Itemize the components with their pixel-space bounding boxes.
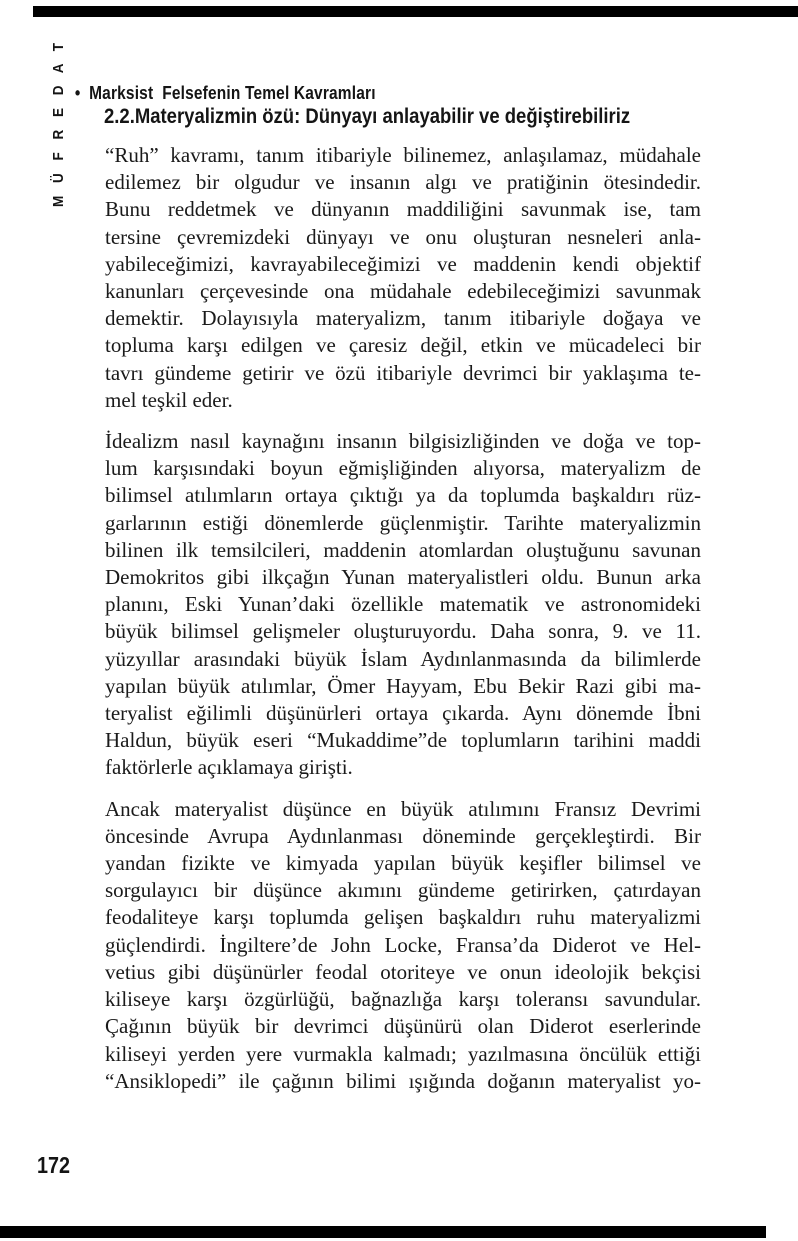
body-line: yüzyıllar arasındaki büyük İslam Aydınlanmasında da bilimlerde (105, 646, 701, 671)
body-line: lum karşısındaki boyun eğmişliğinden alıyorsa, materyalizm de (105, 456, 701, 481)
body-line: mel teşkil eder. (105, 387, 233, 412)
body-line: teryalist eğilimli düşünürleri ortaya çıkarda. Aynı dönemde İbni (105, 701, 701, 726)
sidebar-label-mufredat: M Ü F R E D A T (50, 38, 67, 207)
body-line: Bunu reddetmek ve dünyanın maddiliğini savunmak ise, tam (105, 197, 701, 222)
body-line: kiliseye karşı özgürlüğü, bağnazlığa karşı toleransı savundular. (105, 987, 701, 1012)
body-line: Haldun, büyük eseri “Mukaddime”de toplumların tarihini maddi (105, 728, 701, 753)
running-header-title: Marksist Felsefenin Temel Kavramları (89, 83, 376, 103)
paragraph (105, 142, 701, 414)
page-number (37, 1152, 75, 1179)
body-line: tavrı gündeme getirir ve özü itibariyle devrimci bir yaklaşıma te- (105, 360, 701, 385)
body-line: garlarının estiği dönemlerde güçlenmiştir. Tarihte materyalizmin (105, 510, 701, 535)
body-text (105, 142, 701, 1109)
body-line: demektir. Dolayısıyla materyalizm, tanım itibariyle doğaya ve (105, 306, 701, 331)
body-line: kanunları çerçevesinde ona müdahale edebileceğimizi savunmak (105, 279, 701, 304)
body-line: “Ansiklopedi” ile çağının bilimi ışığında doğanın materyalist yo- (105, 1068, 701, 1093)
body-line: feodaliteye karşı toplumda gelişen başkaldırı ruhu materyalizmi (105, 905, 701, 930)
body-line: güçlendirdi. İngiltere’de John Locke, Fransa’da Diderot ve Hel- (105, 932, 701, 957)
body-line: büyük bilimsel gelişmeler oluşturuyordu. Daha sonra, 9. ve 11. (105, 619, 701, 644)
body-line: İdealizm nasıl kaynağını insanın bilgisizliğinden ve doğa ve top- (105, 429, 701, 454)
body-line: topluma karşı edilgen ve çaresiz değil, etkin ve mücadeleci bir (105, 333, 701, 358)
body-line: vetius gibi düşünürler feodal otoriteye ve onun ideolojik bekçisi (105, 959, 701, 984)
body-line: Demokritos gibi ilkçağın Yunan materyalistleri oldu. Bunun arka (105, 565, 701, 590)
body-line: yapılan büyük atılımlar, Ömer Hayyam, Ebu Bekir Razi gibi ma- (105, 673, 701, 698)
body-line: “Ruh” kavramı, tanım itibariyle bilinemez, anlaşılamaz, müdahale (105, 143, 701, 167)
section-heading-text: 2.2.Materyalizmin özü: Dünyayı anlayabilir ve değiştirebiliriz (104, 104, 631, 128)
section-heading (104, 104, 716, 129)
bullet-icon: • (74, 83, 81, 103)
top-scan-edge-rule (33, 6, 798, 17)
body-line: edilemez bir olgudur ve insanın algı ve pratiğinin ötesindedir. (105, 170, 701, 195)
body-line: öncesinde Avrupa Aydınlanması döneminde gerçekleştirdi. Bir (105, 823, 701, 848)
paragraph (105, 796, 701, 1095)
body-line: tersine çevremizdeki dünyayı ve onu oluşturan nesneleri anla- (105, 224, 701, 249)
body-line: faktörlerle açıklamaya girişti. (105, 755, 353, 780)
body-line: sorgulayıcı bir düşünce akımını gündeme getirirken, çatırdayan (105, 878, 701, 903)
body-line: kiliseyi yerden yere vurmakla kalmadı; yazılmasına öncülük ettiği (105, 1041, 701, 1066)
page-number-text: 172 (37, 1152, 71, 1178)
body-line: yandan fizikte ve kimyada yapılan büyük keşifler bilimsel ve (105, 851, 701, 876)
body-line: yabileceğimizi, kavrayabileceğimizi ve maddenin kendi objektif (105, 251, 701, 276)
body-line: Ancak materyalist düşünce en büyük atılımını Fransız Devrimi (105, 796, 701, 821)
body-line: bilimsel atılımların ortaya çıktığı ya da toplumda başkaldırı rüz- (105, 483, 701, 508)
body-line: bilinen ilk temsilcileri, maddenin atomlardan oluştuğunu savunan (105, 537, 701, 562)
body-line: planını, Eski Yunan’daki özellikle matematik ve astronomideki (105, 592, 701, 617)
bottom-scan-edge-rule (0, 1226, 766, 1238)
paragraph (105, 428, 701, 782)
body-line: Çağının büyük bir devrimci düşünürü olan Diderot eserlerinde (105, 1014, 701, 1039)
